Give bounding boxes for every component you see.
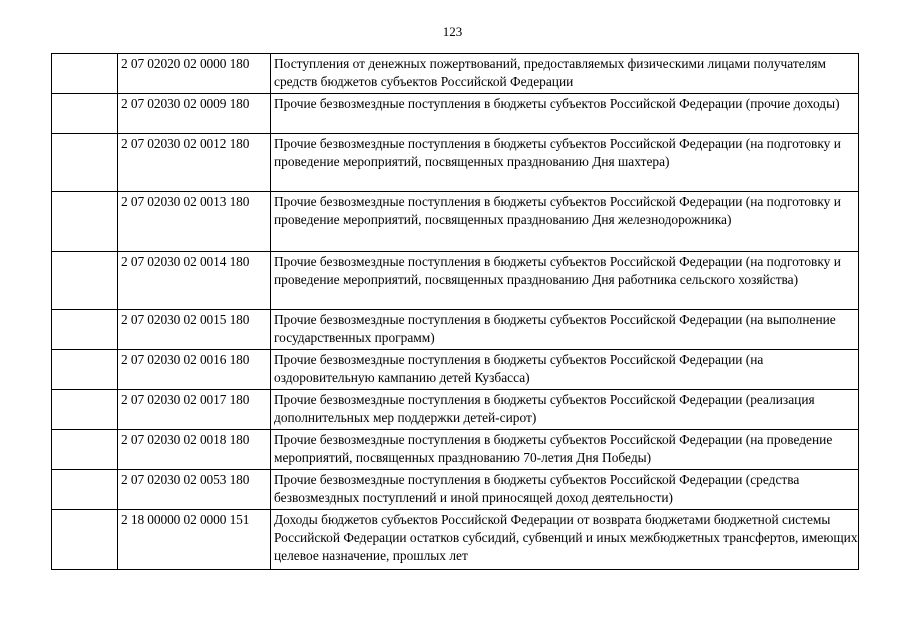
- table-row: [52, 470, 859, 510]
- table-row: [52, 390, 859, 430]
- budget-code-cell: 2 07 02030 02 0016 180: [118, 350, 271, 390]
- budget-code-cell: 2 07 02030 02 0013 180: [118, 192, 271, 252]
- description-cell: Прочие безвозмездные поступления в бюджеты субъектов Российской Федерации (реализация дополнительных мер поддержки детей-сирот): [271, 390, 859, 430]
- table-row: [52, 310, 859, 350]
- description-cell: Доходы бюджетов субъектов Российской Федерации от возврата бюджетами бюджетной системы Российской Федерации остатков субсидий, субвенций и иных межбюджетных трансфертов, имеющих целевое назначение, прошлых лет: [271, 510, 859, 570]
- budget-code-cell: 2 07 02020 02 0000 180: [118, 54, 271, 94]
- budget-code-cell: 2 07 02030 02 0009 180: [118, 94, 271, 134]
- description-cell: Прочие безвозмездные поступления в бюджеты субъектов Российской Федерации (на оздоровительную кампанию детей Кузбасса): [271, 350, 859, 390]
- description-cell: Прочие безвозмездные поступления в бюджеты субъектов Российской Федерации (прочие доходы): [271, 94, 859, 134]
- admin-code-cell: [52, 350, 118, 390]
- table-row: [52, 430, 859, 470]
- budget-code-cell: 2 07 02030 02 0018 180: [118, 430, 271, 470]
- table-row: [52, 510, 859, 570]
- budget-code-cell: 2 07 02030 02 0012 180: [118, 134, 271, 192]
- table-row: [52, 134, 859, 192]
- admin-code-cell: [52, 470, 118, 510]
- budget-code-cell: 2 07 02030 02 0053 180: [118, 470, 271, 510]
- admin-code-cell: [52, 390, 118, 430]
- admin-code-cell: [52, 134, 118, 192]
- admin-code-cell: [52, 310, 118, 350]
- budget-code-cell: 2 07 02030 02 0017 180: [118, 390, 271, 430]
- page-number: 123: [442, 24, 463, 39]
- budget-code-cell: 2 18 00000 02 0000 151: [118, 510, 271, 570]
- table-row: [52, 94, 859, 134]
- admin-code-cell: [52, 430, 118, 470]
- description-cell: Прочие безвозмездные поступления в бюджеты субъектов Российской Федерации (на подготовку и проведение мероприятий, посвященных празднованию Дня железнодорожника): [271, 192, 859, 252]
- table-row: [52, 192, 859, 252]
- description-cell: Прочие безвозмездные поступления в бюджеты субъектов Российской Федерации (средства безвозмездных поступлений и иной приносящей доход деятельности): [271, 470, 859, 510]
- budget-code-cell: 2 07 02030 02 0015 180: [118, 310, 271, 350]
- admin-code-cell: [52, 94, 118, 134]
- description-cell: Поступления от денежных пожертвований, предоставляемых физическими лицами получателям средств бюджетов субъектов Российской Федерации: [271, 54, 859, 94]
- description-cell: Прочие безвозмездные поступления в бюджеты субъектов Российской Федерации (на выполнение государственных программ): [271, 310, 859, 350]
- admin-code-cell: [52, 510, 118, 570]
- revenue-codes-table: [51, 53, 859, 570]
- table-row: [52, 54, 859, 94]
- description-cell: Прочие безвозмездные поступления в бюджеты субъектов Российской Федерации (на подготовку и проведение мероприятий, посвященных празднованию Дня работника сельского хозяйства): [271, 252, 859, 310]
- table-row: [52, 252, 859, 310]
- admin-code-cell: [52, 252, 118, 310]
- admin-code-cell: [52, 192, 118, 252]
- admin-code-cell: [52, 54, 118, 94]
- budget-code-cell: 2 07 02030 02 0014 180: [118, 252, 271, 310]
- table-row: [52, 350, 859, 390]
- description-cell: Прочие безвозмездные поступления в бюджеты субъектов Российской Федерации (на проведение мероприятий, посвященных празднованию 70-летия Дня Победы): [271, 430, 859, 470]
- description-cell: Прочие безвозмездные поступления в бюджеты субъектов Российской Федерации (на подготовку и проведение мероприятий, посвященных празднованию Дня шахтера): [271, 134, 859, 192]
